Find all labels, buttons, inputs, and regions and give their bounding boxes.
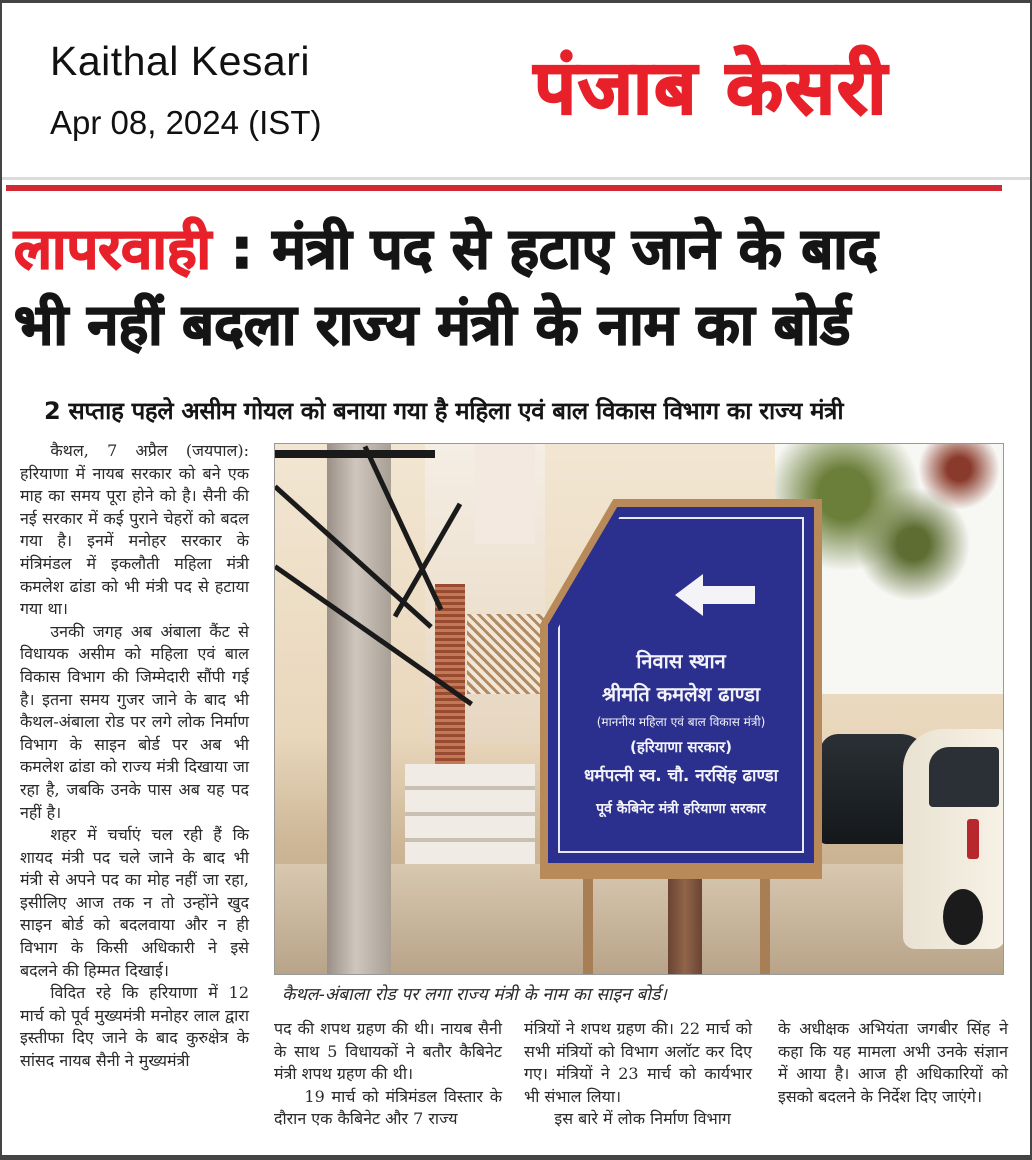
article-column-bottom-1 <box>274 1018 502 1131</box>
sign-line-former: पूर्व कैबिनेट मंत्री हरियाणा सरकार <box>596 801 766 817</box>
paragraph: उनकी जगह अब अंबाला कैंट से विधायक असीम को महिला एवं बाल विकास विभाग की जिम्मेदारी सौंपी गई है। इतना समय गुजर जाने के बाद भी कैथल-अंबाला रोड पर लगे लोक निर्माण विभाग के साइन बोर्ड पर अब भी कमलेश ढांडा को राज्य मंत्री दिखाया जा रहा है, जबकि उनके पास अब यह पद नहीं है। <box>20 621 249 822</box>
headline-kicker: लापरवाही <box>14 217 212 282</box>
white-car <box>903 729 1004 949</box>
shop-signage <box>475 444 535 544</box>
signboard-post <box>668 879 702 975</box>
paragraph: विदित रहे कि हरियाणा में 12 मार्च को पूर्व मुख्यमंत्री मनोहर लाल द्वारा इस्तीफा दिए जाने के बाद कुरुक्षेत्र के सांसद नायब सैनी ने मुख्यमंत्री <box>20 983 249 1071</box>
masthead-logo: पंजाब केसरी <box>534 45 889 131</box>
left-arrow-icon <box>675 574 755 616</box>
article-column-bottom-2 <box>524 1018 752 1131</box>
article-column-bottom-3 <box>778 1018 1008 1108</box>
paragraph: पद की शपथ ग्रहण की थी। नायब सैनी के साथ 5 विधायकों ने बतौर कैबिनेट मंत्री शपथ ग्रहण की थी। <box>274 1019 502 1084</box>
subheadline: 2 सप्ताह पहले असीम गोयल को बनाया गया है महिला एवं बाल विकास विभाग का राज्य मंत्री <box>44 397 844 425</box>
photo-caption: कैथल-अंबाला रोड पर लगा राज्य मंत्री के नाम का साइन बोर्ड। <box>282 985 667 1005</box>
paragraph: कैथल, 7 अप्रैल (जयपाल): हरियाणा में नायब सरकार को बने एक माह का समय पूरा होने को है। सैनी की नई सरकार में कई पुराने चेहरों को बदल गया है। इनमें मनोहर सरकार के मंत्रिमंडल में इकलौती महिला मंत्री कमलेश ढांडा को भी मंत्री पद से हटाया गया था। <box>20 441 249 619</box>
headline-line-2: भी नहीं बदला राज्य मंत्री के नाम का बोर्ड <box>14 293 851 358</box>
news-photo <box>274 443 1004 975</box>
sign-line-spouse: धर्मपत्नी स्व. चौ. नरसिंह ढाण्डा <box>583 766 779 786</box>
paragraph: इस बारे में लोक निर्माण विभाग <box>554 1109 731 1129</box>
sign-line-government: (हरियाणा सरकार) <box>629 738 733 756</box>
signboard-leg <box>583 879 593 975</box>
headline <box>14 212 1014 364</box>
paragraph: मंत्रियों ने शपथ ग्रहण की। 22 मार्च को सभी मंत्रियों को विभाग अलॉट कर दिए गए। मंत्रियों ने 23 मार्च को कार्यभार भी संभाल लिया। <box>524 1019 752 1106</box>
window-grille <box>467 614 545 694</box>
headline-line-1-text: : मंत्री पद से हटाए जाने के बाद <box>211 217 878 282</box>
power-cable <box>275 450 435 458</box>
paragraph: शहर में चर्चाएं चल रही हैं कि शायद मंत्री पद चले जाने के बाद भी मंत्री से अपने पद का मोह नहीं जा रहा, इसीलिए आज तक न तो उन्होंने खुद साइन बोर्ड को बदलवाया और न ही विभाग के किसी अधिकारी ने इसे बदलने की हिम्मत दिखाई। <box>20 825 249 980</box>
headline-line-1 <box>14 212 1014 288</box>
car-tyre <box>943 889 983 945</box>
signboard-text <box>558 644 804 826</box>
paragraph: 19 मार्च को मंत्रिमंडल विस्तार के दौरान एक कैबिनेट और 7 राज्य <box>274 1086 502 1129</box>
article-column-left <box>20 440 249 1073</box>
header-divider <box>2 177 1030 180</box>
signboard-leg <box>760 879 770 975</box>
sign-line-residence: निवास स्थान <box>636 649 726 673</box>
electric-pole <box>327 444 391 975</box>
red-rule <box>6 185 1002 191</box>
car-window <box>929 747 999 807</box>
paragraph: के अधीक्षक अभियंता जगबीर सिंह ने कहा कि यह मामला अभी उनके संज्ञान में आया है। आज ही अधिकारियों को इसको बदलने के निर्देश दिए जाएंगे। <box>778 1019 1008 1106</box>
car-taillight <box>967 819 979 859</box>
publication-date: Apr 08, 2024 (IST) <box>50 104 322 141</box>
sign-line-designation: (माननीय महिला एवं बाल विकास मंत्री) <box>596 715 766 729</box>
sign-line-name: श्रीमति कमलेश ढाण्डा <box>601 682 761 706</box>
edition-name: Kaithal Kesari <box>50 38 310 84</box>
